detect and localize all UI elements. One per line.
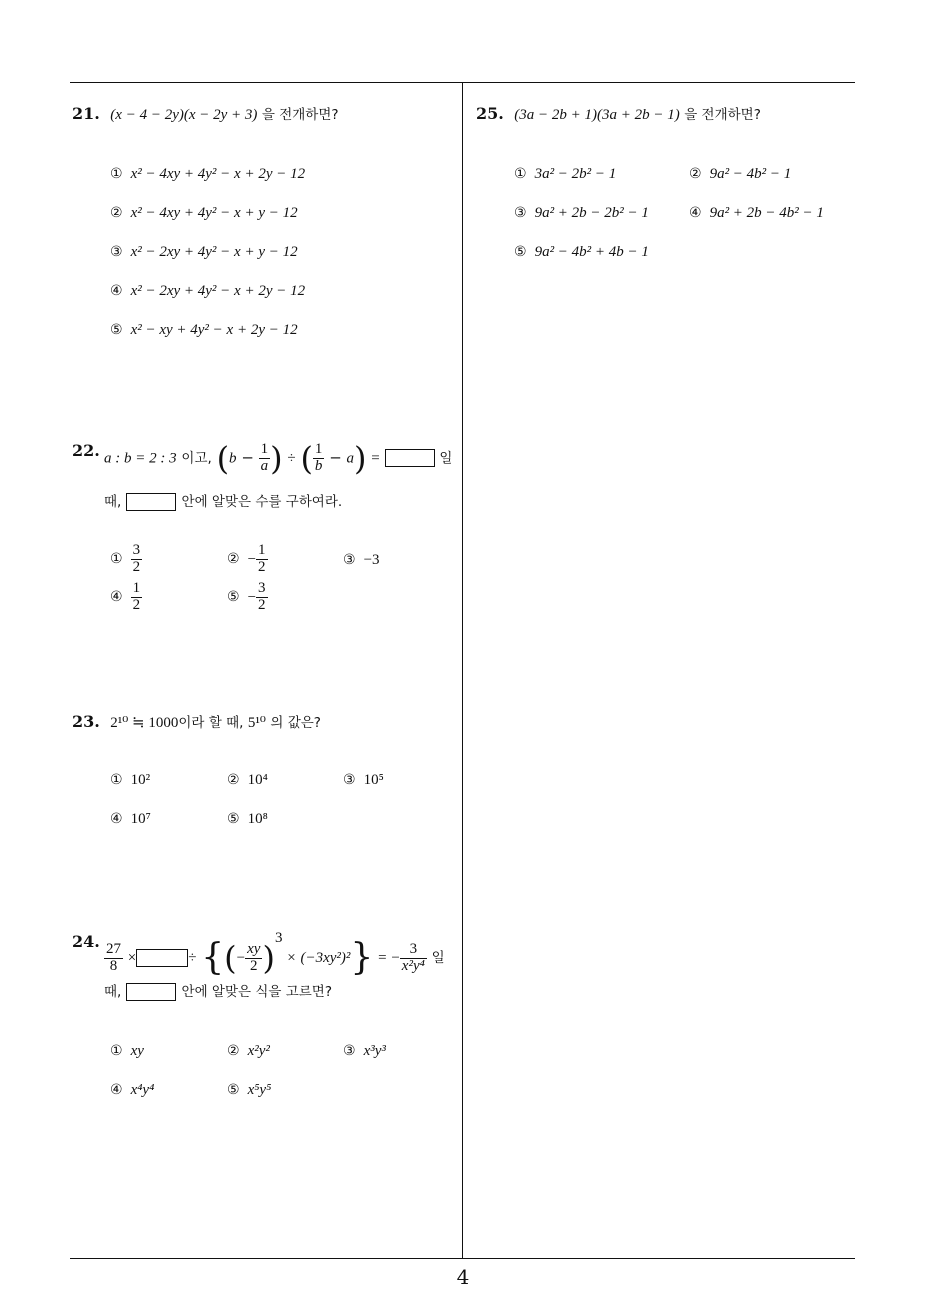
page-number: 4 xyxy=(456,1265,470,1289)
q23-option-2[interactable]: ② 10⁴ xyxy=(227,772,268,788)
q21-option-2[interactable]: ② x² − 4xy + 4y² − x + y − 12 xyxy=(110,205,298,221)
question-22-line2: 때, 안에 알맞은 수를 구하여라. xyxy=(104,494,343,510)
question-21 xyxy=(72,104,339,124)
question-expression: (x − 4 − 2y)(x − 2y + 3) xyxy=(110,107,258,123)
q21-option-1[interactable]: ① x² − 4xy + 4y² − x + 2y − 12 xyxy=(110,166,306,182)
column-divider xyxy=(462,83,463,1259)
q24-option-1[interactable]: ① xy xyxy=(110,1043,144,1059)
q23-option-1[interactable]: ① 10² xyxy=(110,772,151,788)
q24-option-5[interactable]: ⑤ x⁵y⁵ xyxy=(227,1082,272,1098)
question-expression: 2¹⁰ ≒ 1000 xyxy=(110,715,179,731)
question-22-line1: a : b = 2 : 3 이고, (b − $\frac{1}{a}$ ) ÷ ( $\frac{1}{b}$ − a) = 일 xyxy=(104,439,453,478)
q25-option-3[interactable]: ③ 9a² + 2b − 2b² − 1 xyxy=(514,205,649,221)
q23-option-3[interactable]: ③ 10⁵ xyxy=(343,772,384,788)
question-expression: (3a − 2b + 1)(3a + 2b − 1) xyxy=(514,107,680,123)
question-24-line1: $\frac{27}{8}$ × ÷ {(− $\frac{xy}{2}$ )$^3$ × (−3xy²)²} = − $\frac{3}{\text{x²y⁴}}$ 일 xyxy=(106,930,445,978)
question-number: 21. xyxy=(72,104,100,123)
q24-option-2[interactable]: ② x²y² xyxy=(227,1043,270,1059)
question-text: 을 전개하면? xyxy=(684,107,761,123)
ratio-expression: a : b = 2 : 3 xyxy=(104,450,177,467)
q22-option-4[interactable]: ④ $\frac{1}{2}$ xyxy=(110,580,141,613)
question-text: 을 전개하면? xyxy=(261,107,339,123)
question-24-line2: 때, 안에 알맞은 식을 고르면? xyxy=(104,984,332,1000)
q24-option-3[interactable]: ③ x³y³ xyxy=(343,1043,386,1059)
q22-option-2[interactable]: ② − $\frac{1}{2}$ xyxy=(227,542,266,575)
q25-option-5[interactable]: ⑤ 9a² − 4b² + 4b − 1 xyxy=(514,244,649,260)
q25-option-1[interactable]: ① 3a² − 2b² − 1 xyxy=(514,166,617,182)
answer-box xyxy=(126,983,176,1001)
q21-option-3[interactable]: ③ x² − 2xy + 4y² − x + y − 12 xyxy=(110,244,298,260)
q21-option-5[interactable]: ⑤ x² − xy + 4y² − x + 2y − 12 xyxy=(110,322,298,338)
q23-option-4[interactable]: ④ 10⁷ xyxy=(110,811,151,827)
question-24-number: 24. xyxy=(72,932,100,951)
q22-option-3[interactable]: ③ −3 xyxy=(343,552,380,568)
question-22-number: 22. xyxy=(72,441,100,460)
q21-option-4[interactable]: ④ x² − 2xy + 4y² − x + 2y − 12 xyxy=(110,283,306,299)
question-23: 23. 2¹⁰ ≒ 1000이라 할 때, 5¹⁰ 의 값은? xyxy=(72,712,321,731)
question-25: 25. (3a − 2b + 1)(3a + 2b − 1) 을 전개하면? xyxy=(476,104,761,123)
q23-option-5[interactable]: ⑤ 10⁸ xyxy=(227,811,268,827)
answer-box xyxy=(385,449,435,467)
q22-option-1[interactable]: ① $\frac{3}{2}$ xyxy=(110,542,141,575)
q25-option-4[interactable]: ④ 9a² + 2b − 4b² − 1 xyxy=(689,205,824,221)
q22-option-5[interactable]: ⑤ − $\frac{3}{2}$ xyxy=(227,580,266,613)
q24-option-4[interactable]: ④ x⁴y⁴ xyxy=(110,1082,155,1098)
answer-box xyxy=(136,949,188,967)
answer-box xyxy=(126,493,176,511)
q25-option-2[interactable]: ② 9a² − 4b² − 1 xyxy=(689,166,792,182)
